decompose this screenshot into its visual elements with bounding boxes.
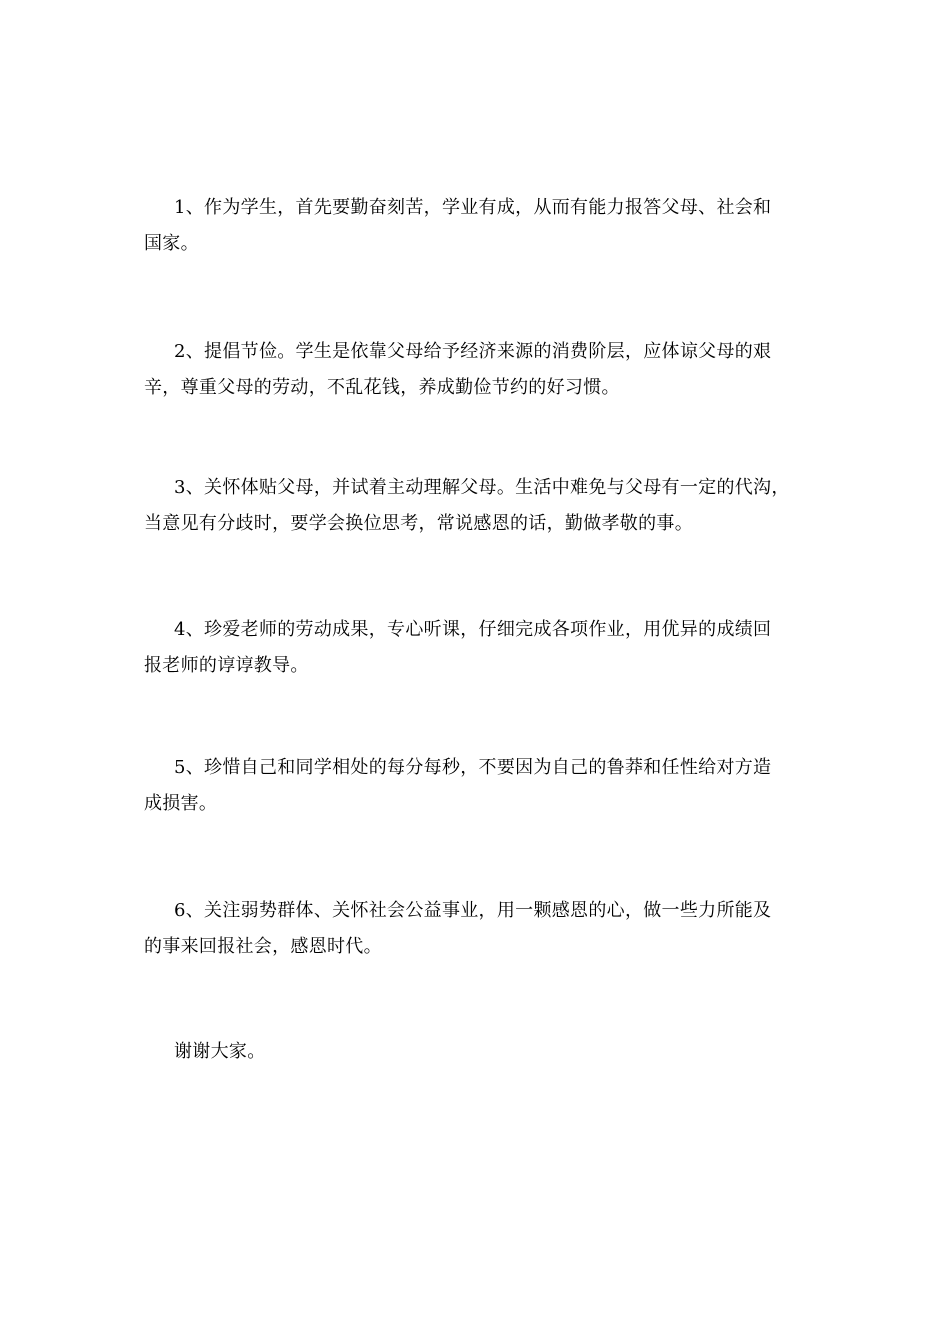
paragraph-6-line-2: 的事来回报社会，感恩时代。	[144, 936, 382, 957]
paragraph-5	[144, 750, 808, 822]
paragraph-2	[144, 334, 808, 406]
paragraph-1	[144, 190, 808, 262]
paragraph-5-line-1: 5、珍惜自己和同学相处的每分每秒，不要因为自己的鲁莽和任性给对方造	[174, 757, 772, 778]
paragraph-2-line-2: 辛，尊重父母的劳动，不乱花钱，养成勤俭节约的好习惯。	[144, 377, 620, 398]
paragraph-4-line-2: 报老师的谆谆教导。	[144, 655, 309, 676]
paragraph-3-line-1: 3、关怀体贴父母，并试着主动理解父母。生活中难免与父母有一定的代沟，	[174, 477, 790, 498]
closing-paragraph	[144, 1034, 808, 1070]
paragraph-6-line-1: 6、关注弱势群体、关怀社会公益事业，用一颗感恩的心，做一些力所能及	[174, 900, 772, 921]
paragraph-4	[144, 612, 808, 684]
paragraph-2-line-1: 2、提倡节俭。学生是依靠父母给予经济来源的消费阶层，应体谅父母的艰	[174, 341, 772, 362]
paragraph-6	[144, 893, 808, 965]
paragraph-5-line-2: 成损害。	[144, 793, 218, 814]
paragraph-1-line-2: 国家。	[144, 233, 199, 254]
paragraph-3	[144, 470, 808, 542]
paragraph-1-line-1: 1、作为学生，首先要勤奋刻苦，学业有成，从而有能力报答父母、社会和	[174, 197, 772, 218]
paragraph-3-line-2: 当意见有分歧时，要学会换位思考，常说感恩的话，勤做孝敬的事。	[144, 513, 693, 534]
closing-line: 谢谢大家。	[174, 1041, 266, 1062]
paragraph-4-line-1: 4、珍爱老师的劳动成果，专心听课，仔细完成各项作业，用优异的成绩回	[174, 619, 772, 640]
